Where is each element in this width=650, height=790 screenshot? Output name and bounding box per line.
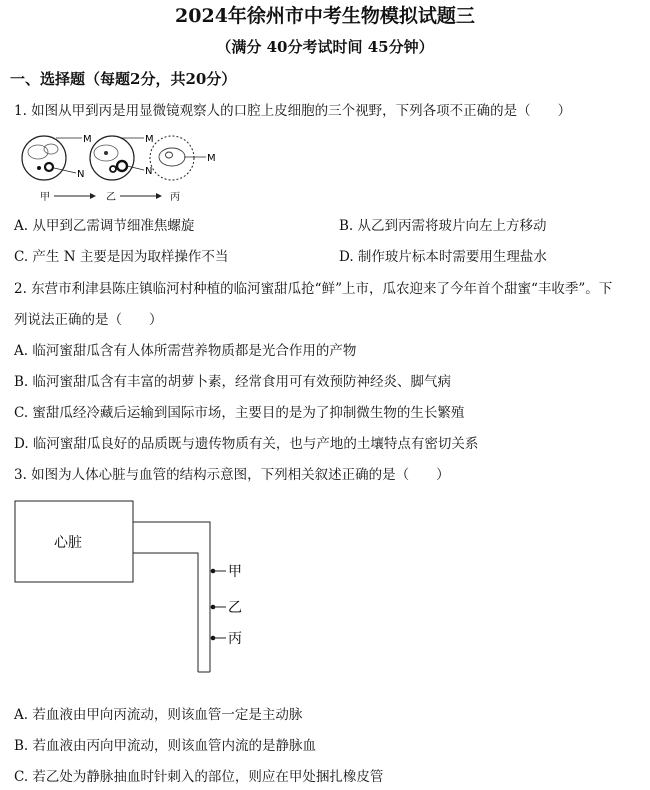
vessel-label-yi: 乙 [228,600,242,616]
q3-option-c: C. 若乙处为静脉抽血时针刺入的部位，则应在甲处捆扎橡皮管 [14,769,384,785]
label-yi: 乙 [106,192,116,203]
label-n-1: N [77,169,85,180]
q1-option-d: D. 制作玻片标本时需要用生理盐水 [339,249,547,265]
q3-option-b: B. 若血液由丙向甲流动，则该血管内流的是静脉血 [14,738,317,754]
exam-subtitle: （满分 40分考试时间 45分钟） [216,38,434,56]
field-bing [150,136,206,180]
label-jia: 甲 [40,192,50,203]
q2-option-c: C. 蜜甜瓜经冷藏后运输到国际市场，主要目的是为了抑制微生物的生长繁殖 [14,405,465,421]
q1-option-b: B. 从乙到丙需将玻片向左上方移动 [339,218,547,234]
vessel-inner [133,553,198,672]
q2-option-a: A. 临河蜜甜瓜含有人体所需营养物质都是光合作用的产物 [14,343,357,359]
q1-option-a: A. 从甲到乙需调节细准焦螺旋 [14,218,195,234]
heart-label: 心脏 [54,535,82,551]
q2-option-d: D. 临河蜜甜瓜良好的品质既与遗传物质有关，也与产地的土壤特点有密切关系 [14,436,479,452]
q2-stem-line2: 列说法正确的是（ ） [14,312,163,328]
section-heading-choice: 一、选择题（每题2分，共20分） [10,70,237,88]
q1-stem: 1. 如图从甲到丙是用显微镜观察人的口腔上皮细胞的三个视野，下列各项不正确的是（ ） [14,103,572,119]
q2-stem-line1: 2. 东营市利津县陈庄镇临河村种植的临河蜜甜瓜抢“鲜”上市，瓜农迎来了今年首个甜蜜“丰收季”。下 [14,281,613,297]
label-bing: 丙 [170,192,180,203]
field-jia [22,136,85,180]
heart-vessel-figure [10,496,260,696]
vessel-label-bing: 丙 [228,631,242,647]
label-m-3: M [207,153,216,164]
microscope-fields-figure [20,128,220,206]
label-n-2: N [145,166,153,177]
label-m-2: M [145,134,154,145]
q2-option-b: B. 临河蜜甜瓜含有丰富的胡萝卜素，经常食用可有效预防神经炎、脚气病 [14,374,452,390]
q1-option-c: C. 产生 N 主要是因为取样操作不当 [14,249,229,265]
label-m-1: M [83,134,92,145]
exam-title: 2024年徐州市中考生物模拟试题三 [175,5,475,27]
q3-stem: 3. 如图为人体心脏与血管的结构示意图，下列相关叙述正确的是（ ） [14,467,450,483]
field-yi [90,136,144,180]
q3-option-a: A. 若血液由甲向丙流动，则该血管一定是主动脉 [14,707,303,723]
vessel-label-jia: 甲 [228,564,242,580]
